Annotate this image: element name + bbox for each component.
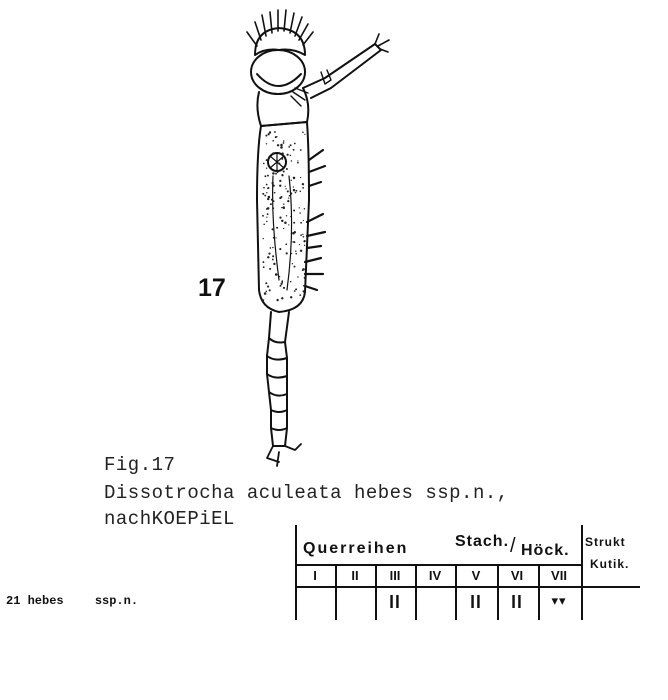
column-IV: IV [428, 568, 442, 583]
header-slash: / [510, 535, 516, 557]
cell-VII: ▾▾ [551, 594, 567, 609]
spine-table [295, 525, 640, 620]
figure-caption-label: Fig.17 [104, 454, 176, 476]
cell-III: ǀǀ [389, 594, 401, 609]
column-I: I [313, 568, 317, 583]
column-II: II [351, 568, 359, 583]
cell-V: ǀǀ [470, 594, 482, 609]
header-hoeck: Höck. [521, 542, 570, 559]
species-row-label [6, 594, 138, 608]
foot [269, 312, 289, 343]
figure-caption-source: nachKOEPiEL [104, 508, 235, 530]
column-III: III [389, 568, 401, 583]
antenna [303, 44, 381, 98]
rotifer-drawing [175, 0, 415, 470]
column-V: V [471, 568, 481, 583]
header-strukt: Strukt [585, 535, 626, 549]
header-stach: Stach. [455, 533, 510, 550]
row-suffix: ssp.n. [94, 594, 139, 608]
row-name: hebes [27, 594, 64, 608]
column-VII: VII [551, 568, 567, 583]
header-kutik: Kutik. [590, 557, 630, 571]
header-querreihen: Querreihen [303, 540, 409, 557]
figure-number: 17 [198, 274, 226, 302]
cell-VI: ǀǀ [511, 594, 523, 609]
figure-caption-species: Dissotrocha aculeata hebes ssp.n., [104, 482, 509, 504]
row-number: 21 [6, 594, 21, 608]
column-VI: VI [510, 568, 524, 583]
